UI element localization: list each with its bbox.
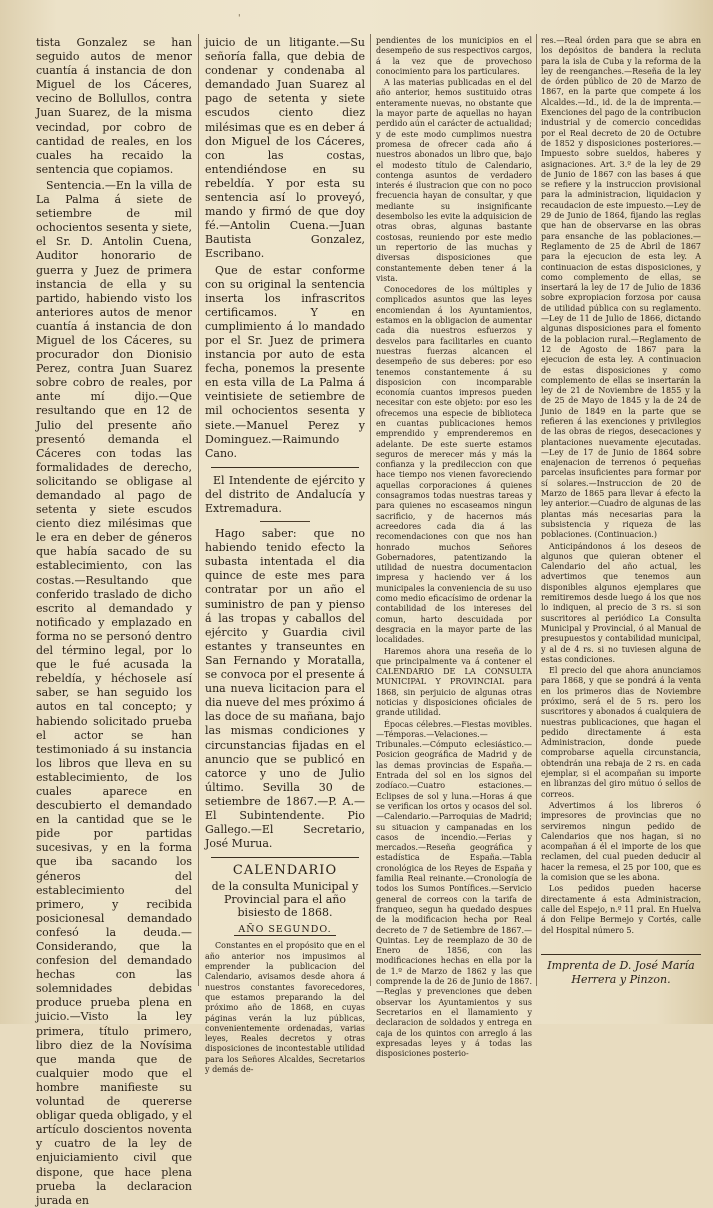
year-heading-text: AÑO SEGUNDO. <box>234 924 335 936</box>
separator <box>260 521 310 522</box>
column-rule <box>370 34 371 986</box>
column-3 <box>376 36 532 1059</box>
paragraph: A las materias publicadas en el del año anterior, hemos sustituido otras enteramente nuevas, no obstante que la mayor parte de aquellas no hayan perdido aún el carácter de actualidad; y de este modo cumplimos nuestra promesa de ofrecer cada año á nuestros abonados un libro que, bajo el modesto título de Calendario, contenga asuntos de verdadero interés é ilustracion que con no poco frecuencia hayan de consultar, y que mediante su insignificante desembolso les evite la adquisicion de otras obras, algunas bastante costosas, reuniendo por este medio un repertorio de las muchas y diversas disposiciones que constantemente deben tener á la vista. <box>376 78 532 283</box>
paragraph: Constantes en el propósito que en el año anterior nos impusimos al emprender la publicacion del Calendario, avisamos desde ahora á nuestros constantes favorecedores, que estamos preparando la del próximo año de 1868, en cuyas páginas verán la luz públicas, convenientemente ordenadas, varias leyes, Reales decretos y otras disposiciones de incontestable utilidad para los Señores Alcaldes, Secretarios y demás de- <box>205 941 365 1074</box>
year-heading <box>205 923 365 937</box>
paragraph: res.—Real órden para que se abra en los depósitos de bandera la recluta para la isla de Cuba y la reforma de la ley de reenganches.—Reseña de la ley de órden público de 20 de Marzo de 1867, en la parte que compete á los Alcaldes.—Id., id. de la de imprenta.—Exenciones del pago de la contribucion industrial y de comercio concedidas por el Real decreto de 20 de Octubre de 1852 y disposiciones posteriores.—Impuesto sobre sueldos, haberes y asignaciones. Art. 3.º de la ley de 29 de Junio de 1867 con las bases á que se refiere y la instruccion provisional para la administracion, liquidacion y recaudacion de este impuesto.—Ley de 29 de Junio de 1864, fijando las reglas que han de observarse en las obras para ensanche de las poblaciones.—Reglamento de 25 de Abril de 1867 para la ejecucion de esta ley. A continuacion de estas disposiciones, y como complemento de ellas, se insertará la ley de 17 de Julio de 1836 sobre expropiacion forzosa por causa de utilidad pública con su reglamento.—Ley de 11 de Julio de 1866, dictando algunas disposiciones para el fomento de la poblacion rural.—Reglamento de 12 de Agosto de 1867 para la ejecucion de esta ley. A continuacion de estas disposiciones y como complemento de ellas se insertarán la ley de 21 de Noviembre de 1855 y la de 25 de Mayo de 1845 y la de 24 de Junio de 1849 en la parte que se refieren á las exenciones y privilegios de las obras de riegos, desecaciones y plantaciones nuevamente ejecutadas.—Ley de 17 de Junio de 1864 sobre enajenacion de terrenos ó pequeñas parcelas insuficientes para formar por sí solares.—Instruccion de 20 de Marzo de 1865 para llevar á efecto la ley anterior.—Cuadro de algunas de las plantas más necesarias para la subsistencia y riqueza de las poblaciones. (Continuacion.) <box>541 36 701 540</box>
paragraph: Hago saber: que no habiendo tenido efecto la subasta intentada el dia quince de este mes para contratar por un año el suministro de pan y pienso á las tropas y caballos del ejército y Guardia civil estantes y transeuntes en San Fernando y Moratalla, se convoca por el presente á una nueva licitacion para el dia nueve del mes próximo á las doce de su mañana, bajo las mismas condiciones y circunstancias fijadas en el anuncio que se publicó en catorce y uno de Julio último. Sevilla 30 de setiembre de 1867.—P. A.—El Subintendente. Pio Gallego.—El Secretario, José Murua. <box>205 527 365 851</box>
section-heading: El Intendente de ejército y del distrito de Andalucía y Extremadura. <box>205 473 365 515</box>
paragraph: tista Gonzalez se han seguido autos de menor cuantía á instancia de don Miguel de los Cáceres, vecino de Bollullos, contra Juan Suarez, de la misma vecindad, por cobro de cantidad de reales, en los cuales ha recaido la sentencia que copiamos. <box>36 36 192 176</box>
paragraph: juicio de un litigante.—Su señoría falla, que debia de condenar y condenaba al demandado Juan Suarez al pago de setenta y siete escudos ciento diez milésimas que es en deber á don Miguel de los Cáceres, con las costas, entendiéndose en su rebeldía. Y por esta su sentencia así lo proveyó, mando y firmó de que doy fé.—Antolin Cuena.—Juan Bautista Gonzalez, Escribano. <box>205 36 365 261</box>
paragraph: Anticipándonos á los deseos de algunos que quieran obtener el Calendario del año actual, les advertimos que tenemos aun disponibles algunos ejemplares que remitiremos desde luego á los que nos lo indiquen, al precio de 3 rs. si son suscritores al periódico La Consulta Municipal y Provincial, ó al Manual de presupuestos y contabilidad municipal, y al de 4 rs. si no tuviesen alguna de estas condiciones. <box>541 541 701 664</box>
page-mark: ' <box>238 14 241 24</box>
paragraph: El precio del que ahora anunciamos para 1868, y que se pondrá á la venta en los primeros dias de Noviembre próximo, será el de 5 rs. pero los suscritores y abonados á cualquiera de nuestras publicaciones, que hagan el pedido directamente á esta Administracion, donde puede comprobarse aquella circunstancia, obtendrán una rebaja de 2 rs. en cada ejemplar, si el acompañan su importe en libranzas del giro mútuo ó sellos de correos. <box>541 666 701 799</box>
paragraph: Épocas célebres.—Fiestas movibles.—Témporas.—Velaciones.—Tribunales.—Cómputo eclesiástico.—Posicion geográfica de Madrid y de las demas provincias de España.—Entrada del sol en los signos del zodíaco.—Cuatro estaciones.—Eclipses de sol y luna.—Horas á que se verifican los ortos y ocasos del sol.—Calendario.—Parroquias de Madrid; su situacion y campanadas en los casos de incendio.—Ferias y mercados.—Reseña geográfica y estadística de España.—Tabla cronológica de los Reyes de España y familia Real reinante.—Cronología de todos los Sumos Pontífices.—Servicio general de correos con la tarifa de franqueo, segun ha quedado despues de la modificacion hecha por Real decreto de 7 de Setiembre de 1867.—Quintas. Ley de reemplazo de 30 de Enero de 1856, con las modificaciones hechas en ella por la de 1.º de Marzo de 1862 y las que comprende la de 26 de Junio de 1867.—Reglas y prevenciones que deben observar los Ayuntamientos y sus Secretarios en el llamamiento y declaracion de soldados y entrega en caja de los quintos con arreglo á las expresadas leyes y á todas las disposiciones posterio- <box>376 719 532 1059</box>
paragraph: Advertimos á los libreros ó impresores de provincias que no serviremos ningun pedido de Calendarios que nos hagan, si no acompañan á él el importe de los que reclamen, del cual pueden deducir al hacer la remesa, el 25 por 100, que es la comision que se les abona. <box>541 800 701 883</box>
calendar-title: CALENDARIO <box>232 863 338 879</box>
paragraph: pendientes de los municipios en el desempeño de sus respectivos cargos, á la vez que de provechoso conocimiento para los particulares. <box>376 36 532 76</box>
section-rule <box>211 857 359 858</box>
printer-imprint: Imprenta de D. José María Herrera y Pinzon. <box>541 954 701 987</box>
column-4 <box>541 36 701 951</box>
sentence-paragraph: Sentencia.—En la villa de La Palma á siete de setiembre de mil ochocientos sesenta y siete, el Sr. D. Antolin Cuena, Auditor honorario de guerra y Juez de primera instancia de ella y su partido, habiendo visto los anteriores autos de menor cuantía á instancia de don Miguel de los Cáceres, su procurador don Dionisio Perez, contra Juan Suarez sobre cobro de reales, por ante mí dijo.—Que resultando que en 12 de Julio del presente año presentó demanda el Cáceres con todas las formalidades de derecho, solicitando se obligase al demandado al pago de setenta y siete escudos ciento diez milésimas que le era en deber de géneros que había sacado de su establecimiento, con las costas.—Resultando que conferido traslado de dicho escrito al demandado y notificado y emplazado en forma no se personó dentro del término legal, por lo que le fué acusada la rebeldía, y héchosele así saber, se han seguido los autos en tal concepto; y habiendo solicitado prueba el actor se han testimoniado á su instancia los libros que lleva en su establecimiento, de los cuales aparece en descubierto el demandado en la cantidad que se le pide por partidas sucesivas, y en la forma que iba sacando los géneros del establecimiento del primero, y recibida posicionesal demandado confesó la deuda.—Considerando, que la confesion del demandado hechas con las solemnidades debidas produce prueba plena en juicio.—Visto la ley primera, título primero, libro diez de la Novísima que manda que de cualquier modo que el hombre manifieste su voluntad de quererse obligar queda obligado, y el artículo doscientos noventa y cuatro de la ley de enjuiciamiento civil que dispone, que hace plena prueba la declaracion jurada en <box>36 178 192 1207</box>
paragraph: Que de estar conforme con su original la sentencia inserta los infrascritos certificamos. Y en cumplimiento á lo mandado por el Sr. Juez de primera instancia por auto de esta fecha, ponemos la presente en esta villa de La Palma á veintisiete de setiembre de mil ochocientos sesenta y siete.—Manuel Perez y Dominguez.—Raimundo Cano. <box>205 263 365 460</box>
paragraph: Haremos ahora una reseña de lo que principalmente va á contener el CALENDARIO DE LA CONSULTA MUNICIPAL Y PROVINCIAL para 1868, sin perjuicio de algunas otras noticias y disposiciones oficiales de grande utilidad. <box>376 646 532 718</box>
column-1 <box>36 36 192 1207</box>
column-rule <box>536 34 537 986</box>
paragraph: Conocedores de los múltiples y complicados asuntos que las leyes encomiendan á los Ayuntamientos, estamos en la obligacion de aumentar cada dia nuestros esfuerzos y desvelos para facilitarles en cuanto nuestras fuerzas alcancen el desempeño de sus deberes: por eso tenemos constantemente á su disposicion con incomparable economía cuantos impresos pueden necesitar con este objeto: por eso les ofrecemos una especie de biblioteca en cuantas publicaciones hemos emprendido y emprenderemos en adelante. De este suerte estamos seguros de merecer más y más la confianza y la predileccion con que hace tiempo nos vienen favoreciendo aquellas corporaciones á quienes consagramos todas nuestras tareas y para quienes no escaseamos ningun sacrificio, y de hacernos más acreedores cada dia á las recomendaciones con que nos han honrado muchos Señores Gobernadores, patentizando la utilidad de nuestra documentacion impresa y haciendo ver á los municipales la conveniencia de su uso como medio eficacísimo de ordenar la contabilidad de los intereses del comun, harto descuidada por desgracia en la mayor parte de las localidades. <box>376 285 532 645</box>
column-rule <box>198 34 199 986</box>
calendar-subtitle: de la consulta Municipal y Provincial para el año bisiesto de 1868. <box>211 880 359 920</box>
paragraph: Los pedidos pueden hacerse directamente á esta Administracion, calle del Espejo, n.º 11 pral. En Huelva á don Felipe Bermejo y Cortés, calle del Hospital número 5. <box>541 884 701 935</box>
column-2 <box>205 36 365 1074</box>
section-rule <box>211 467 359 468</box>
